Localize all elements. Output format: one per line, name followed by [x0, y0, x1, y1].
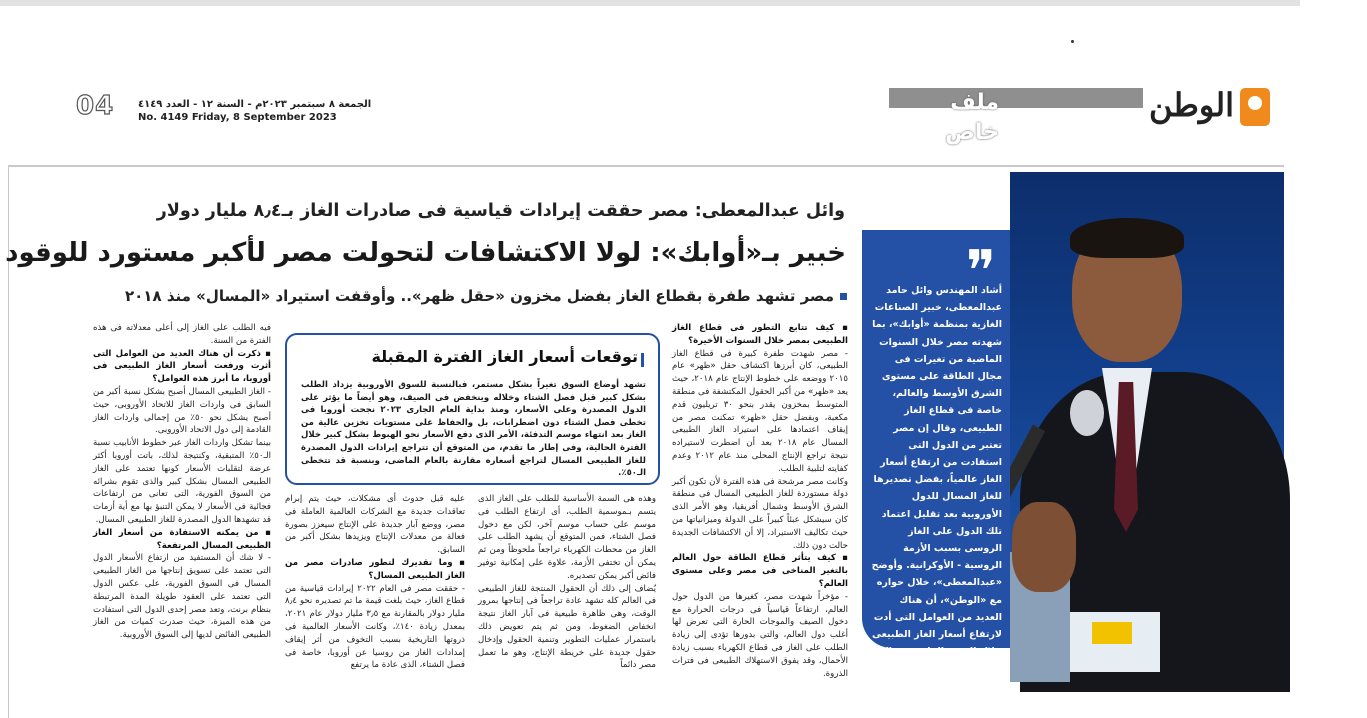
- logo-mark-icon: [1240, 88, 1270, 126]
- main-headline: خبير بـ«أوابك»: لولا الاكتشافات لتحولت مصر لأكبر مستورد للوقود: [5, 238, 846, 268]
- dateline: [138, 98, 398, 124]
- highlight-text: تشهد أوضاع السوق تغيراً بشكل مستمر، فبالنسبة للسوق الأوروبية يزداد الطلب بشكل كبير قبل فصل الشتاء وخلاله وينخفض فى الصيف، وهو أيضاً ما يؤثر على الدول المصدرة وعلى الأسعار، ومنذ بداية العام الجارى ٢٠٢٣ نجحت أوروبا فى تخطى فصل الشتاء دون اضطرابات، بل والحفاظ على مستويات تخزين عالية من الغاز بعد انتهاء موسم التدفئة، الأمر الذى دفع الأسعار نحو الهبوط بشكل كبير خلال الفترة الحالية، وفى إطار ما تقدم، من المتوقع أن تتراجع إيرادات الدول المصدرة للغاز الطبيعى المسال لتراجع أسعاره مقارنة بالعام الماضى، وبنسبة قد تتخطى الـ٥٠٪.: [301, 380, 646, 479]
- paragraph: ▪ كيف يتأثر قطاع الطاقة حول العالم بالتغير المناخى فى مصر وعلى مستوى العالم؟: [672, 553, 848, 589]
- newspaper-logo: [1149, 85, 1272, 129]
- intro-box: [862, 230, 1010, 675]
- section-label: ملف خاص: [945, 90, 999, 145]
- paragraph: - مصر شهدت طفرة كبيرة فى قطاع الغاز الطبيعى، كان أبرزها اكتشاف حقل «ظهر» عام ٢٠١٥ ووضعه على خطوط الإنتاج عام ٢٠١٨، حيث يعد «ظهر» من أكبر الحقول المكتشفة فى منطقة المتوسط بمخزون يقدر بنحو ٣٠ تريليون قدم مكعبة، وبفضل حقل «ظهر» تمكنت مصر من إيقاف اعتمادها على استيراد الغاز الطبيعى المسال عام ٢٠١٨ بعد أن اضطرت لاستيراده نتيجة تراجع الإنتاج المحلى منذ عام ٢٠١٢ وعدم كفايته لتلبية الطلب.: [672, 348, 849, 474]
- paragraph: عليه قبل حدوث أى مشكلات، حيث يتم إبرام تعاقدات جديدة مع الشركات العالمية العاملة فى مصر، ووضع آبار جديدة على الإنتاج سيعزز بصورة فعالة من معدلات الإنتاج ويزيدها بشكل أكبر من السابق.: [285, 494, 465, 556]
- quote-icon: ❞: [965, 239, 996, 304]
- bullet-icon: [840, 293, 847, 300]
- highlight-title: توقعات أسعار الغاز الفترة المقبلة: [371, 347, 638, 366]
- body-column-1: [672, 322, 848, 682]
- paragraph: ▪ ذكرت أن هناك العديد من العوامل التى أثرت ورفعت أسعار الغاز الطبيعى فى أوروبا، ما أبرز هذه العوامل؟: [93, 348, 271, 385]
- title-bar: [641, 353, 644, 367]
- paragraph: وكانت مصر مرشحة فى هذه الفترة لأن تكون أكبر دولة مستوردة للغاز الطبيعى المسال فى منطقة الشرق الأوسط وشمال أفريقيا، وهو الأمر الذى كان سيشكل عبئاً كبيراً على الدولة وميزانياتها من حيث تكاليف الاستيراد، إلا أن الاكتشافات الجديدة حالت دون ذلك.: [672, 476, 848, 551]
- interviewee-photo: [1010, 172, 1284, 682]
- paragraph: بينما تشكل واردات الغاز عبر خطوط الأنابيب نسبة الـ٥٠٪ المتبقية، وكنتيجة لذلك، باتت أوروبا أكثر عرضة لتقلبات الأسعار كونها تعتمد على الغاز الطبيعى المسال بشكل كبير والذى تقوم بشرائه من السوق الفورية، التى تعانى من ارتفاعات فجائية فى الأسعار لا يمكن التنبؤ بها مع أية أزمات قد تشهدها الدول المصدرة للغاز الطبيعى المسال.: [93, 438, 271, 525]
- header-rule: [8, 165, 1284, 167]
- highlight-box: [285, 333, 660, 485]
- date-english: No. 4149 Friday, 8 September 2023: [138, 112, 337, 123]
- logo-text: الوطن: [1149, 86, 1234, 124]
- paragraph: - لا شك أن المستفيد من ارتفاع الأسعار الدول التى تعتمد على تسويق إنتاجها من الغاز الطبيعى المسال فى السوق الفورية، على عكس الدول التى تعتمد على العقود طويلة المدة المرتبطة بنظام برنت، وتعد مصر إحدى الدول التى استفادت من هذه الميزة، حيث صدرت كميات من الغاز الطبيعى الفائض لديها إلى السوق الأوروبية.: [93, 553, 271, 641]
- paragraph: - الغاز الطبيعى المسال أصبح بشكل نسبة أكبر من السابق فى واردات الغاز للاتحاد الأوروبى، حيث أصبح يشكل نحو ٥٠٪ من إجمالى واردات الغاز القادمة إلى دول الاتحاد الأوروبى.: [93, 386, 271, 436]
- date-arabic: الجمعة ٨ سبتمبر ٢٠٢٣م - السنة ١٢ - العدد ٤١٤٩: [138, 99, 372, 110]
- page-number: 04: [76, 91, 115, 121]
- paragraph: يُضاف إلى ذلك أن الحقول المنتجة للغاز الطبيعى فى العالم كله تشهد عادة تراجعاً فى إنتاجها بمرور الوقت، وهى ظاهرة طبيعية فى آبار الغاز نتيجة انخفاض الضغوط، ومن ثم يتم تعويض ذلك باستمرار عمليات التطوير وتنمية الحقول وإدخال حقول جديدة على خريطة الإنتاج، وهو ما تعمل مصر دائماً: [478, 583, 656, 671]
- paragraph: فيه الطلب على الغاز إلى أعلى معدلاته فى هذه الفترة من السنة.: [93, 323, 271, 346]
- paragraph: - حققت مصر فى العام ٢٠٢٢ إيرادات قياسية من قطاع الغاز، حيث بلغت قيمة ما تم تصديره نحو ٨٫٤ مليار دولار بالمقارنة مع ٣٫٥ مليار دولار عام ٢٠٢١، بمعدل زيادة ١٤٠٪، وكانت الأسعار العالمية فى ذروتها التاريخية بسبب التخوف من أثر إيقاف إمدادات الغاز من روسيا عن أوروبا، خاصة فى فصل الشتاء، الذى عادة ما يرتفع: [285, 583, 465, 671]
- body-column-2: [478, 493, 656, 685]
- kicker-headline: وائل عبدالمعطى: مصر حققت إيرادات قياسية فى صادرات الغاز بـ٨٫٤ مليار دولار: [156, 201, 845, 221]
- paragraph: ▪ وما تقديرك لتطور صادرات مصر من الغاز الطبيعى المسال؟: [285, 557, 465, 581]
- subheadline-text: مصر تشهد طفرة بقطاع الغاز بفضل مخزون «حقل ظهر».. وأوقفت استيراد «المسال» منذ ٢٠١٨: [125, 287, 834, 305]
- body-column-4: [93, 322, 271, 688]
- stray-dot: [1071, 40, 1074, 43]
- subheadline: [92, 283, 847, 309]
- body-column-3: [285, 493, 465, 685]
- paragraph: وهذه هى السمة الأساسية للطلب على الغاز الذى يتسم بـموسمية الطلب، أى ارتفاع الطلب فى موسم على حساب موسم آخر، لكن مع دخول فصل الشتاء، فمن المتوقع أن يشهد الطلب على الغاز من محطات الكهرباء تراجعاً ملحوظاً ومن ثم يمكن أن تختفى الأزمة، علاوة على إمكانية توفير فائض أكبر يمكن تصديره.: [478, 494, 656, 581]
- paragraph: ▪ من يمكنه الاستفادة من أسعار الغاز الطبيعى المسال المرتفعة؟: [93, 527, 271, 551]
- top-strip: [0, 0, 1300, 6]
- paragraph: ▪ كيف تتابع التطور فى قطاع الغاز الطبيعى بمصر خلال السنوات الأخيرة؟: [672, 323, 848, 346]
- paragraph: - مؤخراً شهدت مصر، كغيرها من الدول حول العالم، ارتفاعاً قياسياً فى درجات الحرارة مع دخول الصيف والموجات الحارة التى تعرض لها أغلب دول العالم، والتى بدورها تؤدى إلى زيادة الطلب على الغاز فى قطاع الكهرباء بسبب زيادة الأحمال، وقد يفوق الاستهلاك الطبيعى فى فترات الذروة.: [672, 591, 848, 679]
- intro-text: أشاد المهندس وائل حامد عبدالمعطى، خبير الصناعات الغازية بمنظمة «أوابك»، بما شهدته مصر خلال السنوات الماضية من تغيرات فى مجال الطاقة على مستوى الشرق الأوسط والعالم، خاصة فى قطاع الغاز الطبيعى، وقال إن مصر تعتبر من الدول التى استفادت من ارتفاع أسعار الغاز عالمياً، بفضل تصديرها للغاز المسال للدول الأوروبية بعد تقليل اعتماد تلك الدول على الغاز الروسى بسبب الأزمة الروسية - الأوكرانية. وأوضح «عبدالمعطى»، خلال حواره مع «الوطن»، أن هناك العديد من العوامل التى أدت لارتفاع أسعار الغاز الطبيعى خلال الفترة الماضية.. وإلى نص الحوار:: [871, 285, 1002, 675]
